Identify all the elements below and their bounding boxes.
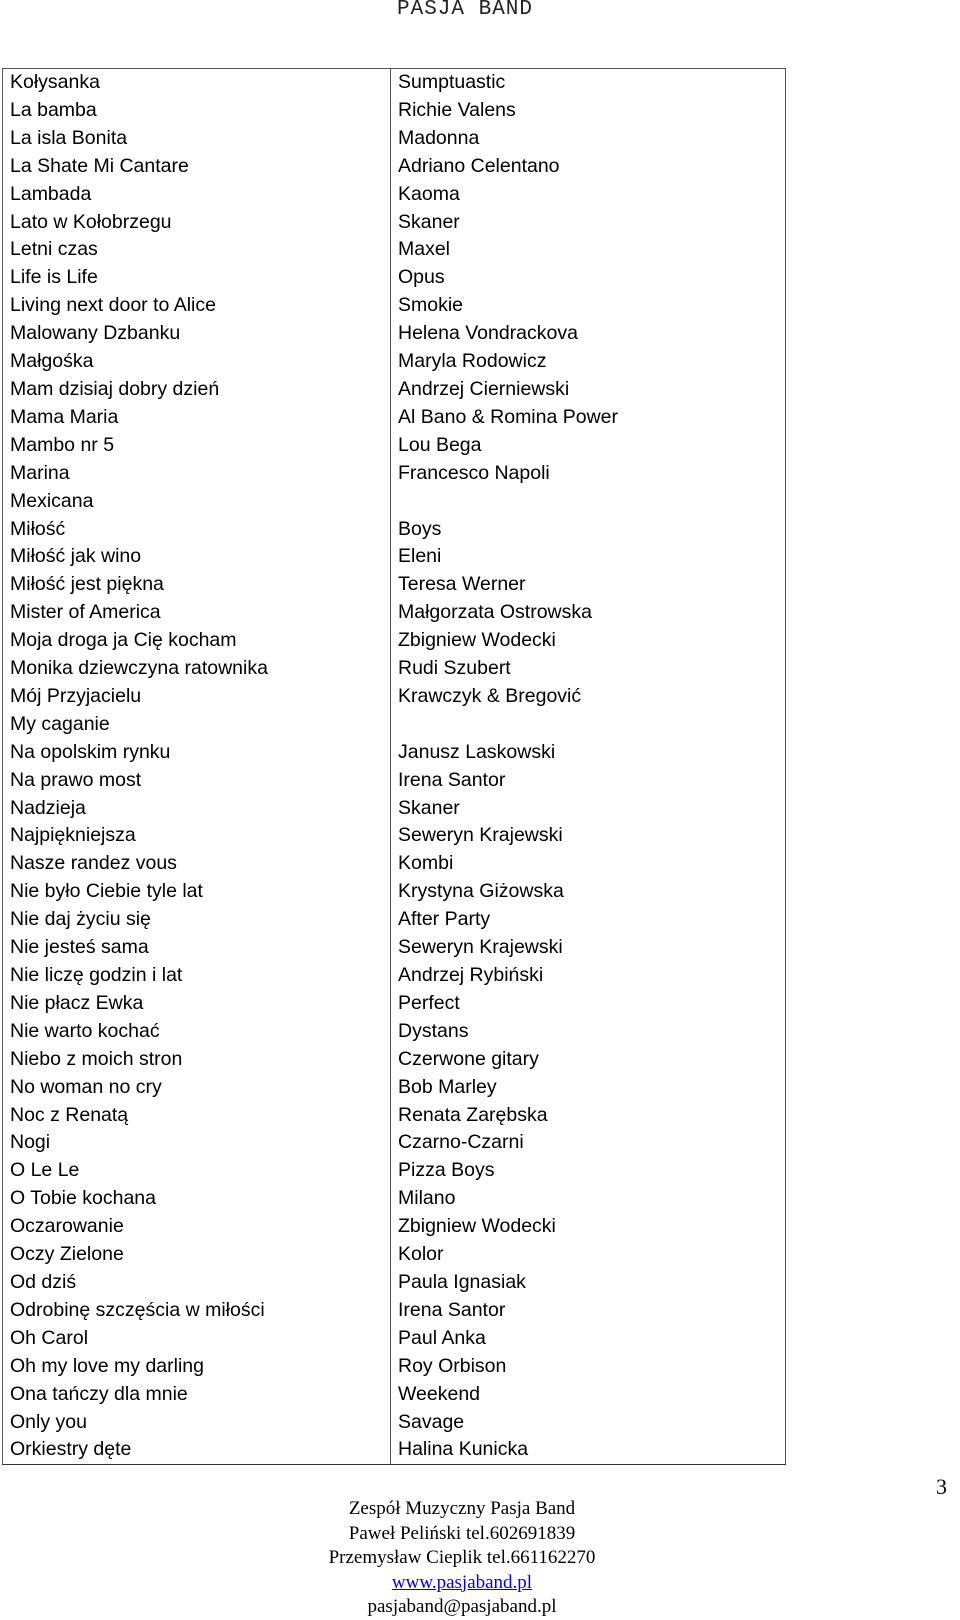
song-artist-cell: Seweryn Krajewski [391,934,786,962]
song-artist-cell: Kolor [391,1241,786,1269]
song-artist-cell: Opus [391,264,786,292]
song-title-cell: La bamba [3,97,391,125]
song-artist-cell: Andrzej Rybiński [391,962,786,990]
song-artist-cell: Madonna [391,125,786,153]
table-row [3,822,786,850]
song-artist-cell: Paul Anka [391,1325,786,1353]
table-row [3,1325,786,1353]
footer-band-name: Zespół Muzyczny Pasja Band [348,1498,576,1519]
song-artist-cell: Czarno-Czarni [391,1129,786,1157]
song-title-cell: Małgośka [3,348,391,376]
table-row [3,348,786,376]
song-artist-cell: Zbigniew Wodecki [391,1213,786,1241]
table-row [3,795,786,823]
song-artist-cell: Al Bano & Romina Power [391,404,786,432]
song-artist-cell: Kaoma [391,181,786,209]
table-row [3,125,786,153]
song-table-body [3,69,786,1465]
song-artist-cell: Janusz Laskowski [391,739,786,767]
song-title-cell: La isla Bonita [3,125,391,153]
song-title-cell: Nie daj życiu się [3,906,391,934]
song-title-cell: Nie liczę godzin i lat [3,962,391,990]
song-artist-cell: Pizza Boys [391,1157,786,1185]
song-artist-cell: Helena Vondrackova [391,320,786,348]
table-row [3,1381,786,1409]
song-title-cell: Oh Carol [3,1325,391,1353]
song-artist-cell: Boys [391,516,786,544]
song-table [2,68,786,1465]
page-header-title: PASJA BAND [396,0,534,21]
table-row [3,1185,786,1213]
table-row [3,376,786,404]
song-title-cell: Niebo z moich stron [3,1046,391,1074]
song-artist-cell: Milano [391,1185,786,1213]
song-artist-cell: Teresa Werner [391,571,786,599]
song-title-cell: Najpiękniejsza [3,822,391,850]
table-row [3,432,786,460]
song-artist-cell: Skaner [391,209,786,237]
song-title-cell: Orkiestry dęte [3,1436,391,1464]
song-artist-cell: Roy Orbison [391,1353,786,1381]
song-artist-cell: Andrzej Cierniewski [391,376,786,404]
song-artist-cell: Eleni [391,543,786,571]
table-row [3,1241,786,1269]
song-title-cell: Life is Life [3,264,391,292]
song-artist-cell [391,488,786,516]
table-row [3,543,786,571]
table-row [3,878,786,906]
song-title-cell: Nie jesteś sama [3,934,391,962]
table-row [3,69,786,97]
song-title-cell: Mam dzisiaj dobry dzień [3,376,391,404]
table-row [3,767,786,795]
song-artist-cell [391,711,786,739]
table-row [3,460,786,488]
song-title-cell: La Shate Mi Cantare [3,153,391,181]
song-artist-cell: Halina Kunicka [391,1436,786,1464]
song-artist-cell: Lou Bega [391,432,786,460]
song-title-cell: Nie warto kochać [3,1018,391,1046]
song-title-cell: Mama Maria [3,404,391,432]
song-artist-cell: Renata Zarębska [391,1102,786,1130]
song-artist-cell: Francesco Napoli [391,460,786,488]
song-title-cell: Nie płacz Ewka [3,990,391,1018]
song-artist-cell: Małgorzata Ostrowska [391,599,786,627]
table-row [3,97,786,125]
song-artist-cell: Rudi Szubert [391,655,786,683]
table-row [3,1018,786,1046]
song-artist-cell: Maryla Rodowicz [391,348,786,376]
song-artist-cell: Smokie [391,292,786,320]
table-row [3,1046,786,1074]
song-artist-cell: Weekend [391,1381,786,1409]
song-artist-cell: Seweryn Krajewski [391,822,786,850]
song-title-cell: Miłość [3,516,391,544]
song-artist-cell: Perfect [391,990,786,1018]
table-row [3,236,786,264]
song-artist-cell: Czerwone gitary [391,1046,786,1074]
table-row [3,990,786,1018]
table-row [3,627,786,655]
table-row [3,1436,786,1464]
song-title-cell: No woman no cry [3,1074,391,1102]
song-artist-cell: Maxel [391,236,786,264]
song-title-cell: Lambada [3,181,391,209]
song-artist-cell: Dystans [391,1018,786,1046]
song-artist-cell: After Party [391,906,786,934]
song-title-cell: Monika dziewczyna ratownika [3,655,391,683]
song-title-cell: Letni czas [3,236,391,264]
table-row [3,1157,786,1185]
song-artist-cell: Paula Ignasiak [391,1269,786,1297]
song-artist-cell: Sumptuastic [391,69,786,97]
footer-contact [262,1497,662,1620]
song-artist-cell: Savage [391,1409,786,1437]
song-title-cell: Nadzieja [3,795,391,823]
song-title-cell: My caganie [3,711,391,739]
song-artist-cell: Skaner [391,795,786,823]
table-row [3,209,786,237]
song-title-cell: Nasze randez vous [3,850,391,878]
table-row [3,320,786,348]
song-title-cell: Mister of America [3,599,391,627]
song-title-cell: Oczarowanie [3,1213,391,1241]
table-row [3,683,786,711]
table-row [3,1269,786,1297]
footer-contact-cieplik: Przemysław Cieplik tel.661162270 [328,1547,596,1568]
table-row [3,1074,786,1102]
footer-website-link[interactable]: www.pasjaband.pl [391,1571,533,1593]
song-title-cell: O Tobie kochana [3,1185,391,1213]
table-row [3,599,786,627]
footer-contact-pelinski: Paweł Peliński tel.602691839 [348,1522,576,1544]
song-title-cell: Mambo nr 5 [3,432,391,460]
song-title-cell: Miłość jest piękna [3,571,391,599]
table-row [3,488,786,516]
song-title-cell: Marina [3,460,391,488]
song-artist-cell: Krystyna Giżowska [391,878,786,906]
song-title-cell: Mexicana [3,488,391,516]
song-title-cell: Nogi [3,1129,391,1157]
table-row [3,934,786,962]
song-title-cell: Malowany Dzbanku [3,320,391,348]
table-row [3,1102,786,1130]
table-row [3,153,786,181]
table-row [3,1129,786,1157]
song-title-cell: Odrobinę szczęścia w miłości [3,1297,391,1325]
song-title-cell: Living next door to Alice [3,292,391,320]
song-artist-cell: Irena Santor [391,1297,786,1325]
table-row [3,850,786,878]
table-row [3,181,786,209]
table-row [3,264,786,292]
table-row [3,404,786,432]
song-title-cell: Moja droga ja Cię kocham [3,627,391,655]
song-title-cell: O Le Le [3,1157,391,1185]
table-row [3,711,786,739]
song-artist-cell: Kombi [391,850,786,878]
table-row [3,571,786,599]
song-title-cell: Ona tańczy dla mnie [3,1381,391,1409]
song-artist-cell: Richie Valens [391,97,786,125]
table-row [3,1409,786,1437]
song-title-cell: Only you [3,1409,391,1437]
table-row [3,655,786,683]
song-artist-cell: Bob Marley [391,1074,786,1102]
song-title-cell: Lato w Kołobrzegu [3,209,391,237]
song-artist-cell: Zbigniew Wodecki [391,627,786,655]
song-title-cell: Oczy Zielone [3,1241,391,1269]
table-row [3,516,786,544]
song-artist-cell: Krawczyk & Bregović [391,683,786,711]
table-row [3,962,786,990]
song-title-cell: Od dziś [3,1269,391,1297]
song-title-cell: Kołysanka [3,69,391,97]
table-row [3,1297,786,1325]
song-title-cell: Oh my love my darling [3,1353,391,1381]
song-title-cell: Nie było Ciebie tyle lat [3,878,391,906]
song-artist-cell: Adriano Celentano [391,153,786,181]
table-row [3,906,786,934]
page-number: 3 [936,1474,947,1499]
song-artist-cell: Irena Santor [391,767,786,795]
song-title-cell: Miłość jak wino [3,543,391,571]
song-title-cell: Na prawo most [3,767,391,795]
table-row [3,1353,786,1381]
song-title-cell: Noc z Renatą [3,1102,391,1130]
footer-email: pasjaband@pasjaband.pl [367,1596,557,1617]
table-row [3,739,786,767]
song-title-cell: Na opolskim rynku [3,739,391,767]
song-title-cell: Mój Przyjacielu [3,683,391,711]
table-row [3,292,786,320]
table-row [3,1213,786,1241]
